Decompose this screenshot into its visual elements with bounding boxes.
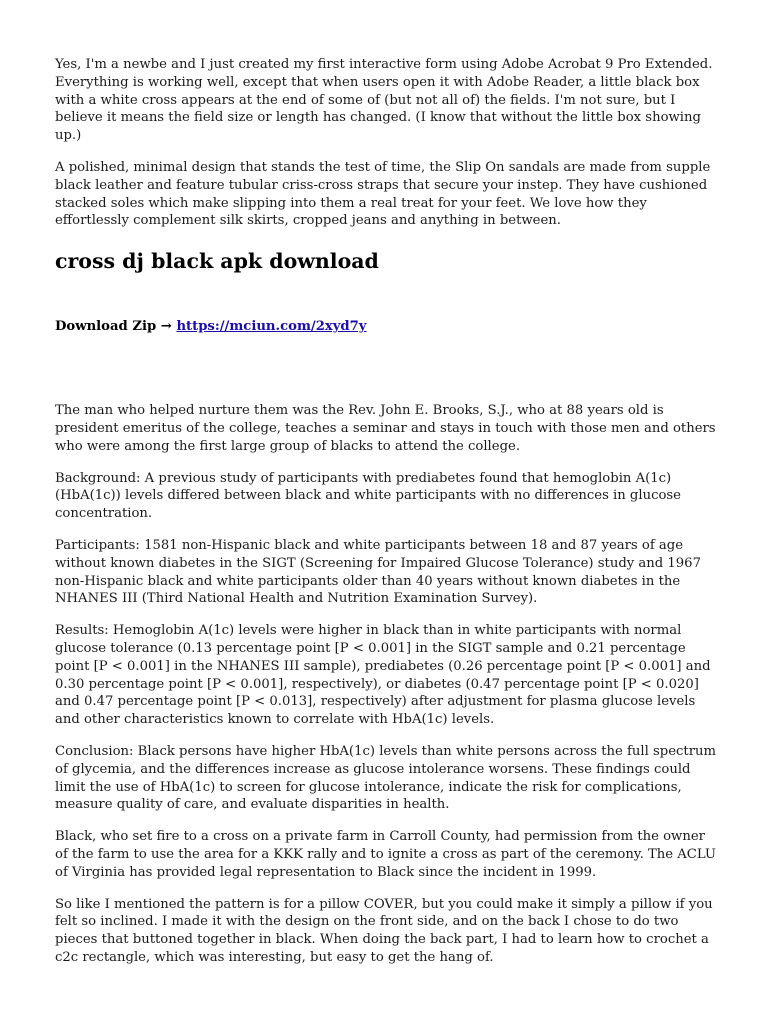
document-body (55, 56, 720, 981)
intro-paragraph-sandals: A polished, minimal design that stands the test of time, the Slip On sandals are made from supple black leather and feature tubular criss-cross straps that secure your instep. They have cushioned stacked soles which make slipping into them a real treat for your feet. We love how they effortlessly complement silk skirts, cropped jeans and anything in between. (55, 159, 711, 229)
download-line (55, 318, 720, 336)
paragraph-background: Background: A previous study of participants with prediabetes found that hemoglobin A(1c) (HbA(1c)) levels differed between black and white participants with no differences in glucose concentration. (55, 470, 681, 522)
paragraph-participants: Participants: 1581 non-Hispanic black and white participants between 18 and 87 years of age without known diabetes in the SIGT (Screening for Impaired Glucose Tolerance) study and 1967 non-Hispanic black and white participants older than 40 years without known diabetes in the NHANES III (Third National Health and Nutrition Examination Survey). (55, 537, 701, 607)
paragraph-conclusion: Conclusion: Black persons have higher HbA(1c) levels than white persons across the full spectrum of glycemia, and the differences increase as glucose intolerance worsens. These findings could limit the use of HbA(1c) to screen for glucose intolerance, indicate the risk for complications, measure quality of care, and evaluate disparities in health. (55, 743, 717, 813)
paragraph-brooks: The man who helped nurture them was the Rev. John E. Brooks, S.J., who at 88 years old is president emeritus of the college, teaches a seminar and stays in touch with those men and others who were among the first large group of blacks to attend the college. (55, 403, 716, 454)
download-link[interactable]: https://mciun.com/2xyd7y (176, 319, 367, 335)
page-heading: cross dj black apk download (55, 249, 379, 274)
paragraph-cross-burning: Black, who set fire to a cross on a private farm in Carroll County, had permission from the owner of the farm to use the area for a KKK rally and to ignite a cross as part of the ceremony. The ACLU of Virginia has provided legal representation to Black since the incident in 1999. (55, 829, 716, 880)
paragraph-results: Results: Hemoglobin A(1c) levels were higher in black than in white participants with normal glucose tolerance (0.13 percentage point [P < 0.001] in the SIGT sample and 0.21 percentage point [P < 0.001] in the NHANES III sample), prediabetes (0.26 percentage point [P < 0.001] and 0.30 percentage point [P < 0.001], respectively), or diabetes (0.47 percentage point [P < 0.020] and 0.47 percentage point [P < 0.013], respectively) after adjustment for plasma glucose levels and other characteristics known to correlate with HbA(1c) levels. (55, 623, 711, 728)
paragraph-pillow: So like I mentioned the pattern is for a pillow COVER, but you could make it simply a pillow if you felt so inclined. I made it with the design on the front side, and on the back I chose to do two pieces that buttoned together in black. When doing the back part, I had to learn how to crochet a c2c rectangle, which was interesting, but easy to get the hang of. (55, 896, 713, 965)
intro-paragraph-acrobat: Yes, I'm a newbe and I just created my first interactive form using Adobe Acrobat 9 Pro Extended. Everything is working well, except that when users open it with Adobe Reader, a little black box with a white cross appears at the end of some of (but not all of) the fields. I'm not sure, but I believe it means the field size or length has changed. (I know that without the little box showing up.) (55, 57, 713, 144)
spacer (55, 336, 720, 402)
download-label: Download Zip → (55, 319, 172, 335)
